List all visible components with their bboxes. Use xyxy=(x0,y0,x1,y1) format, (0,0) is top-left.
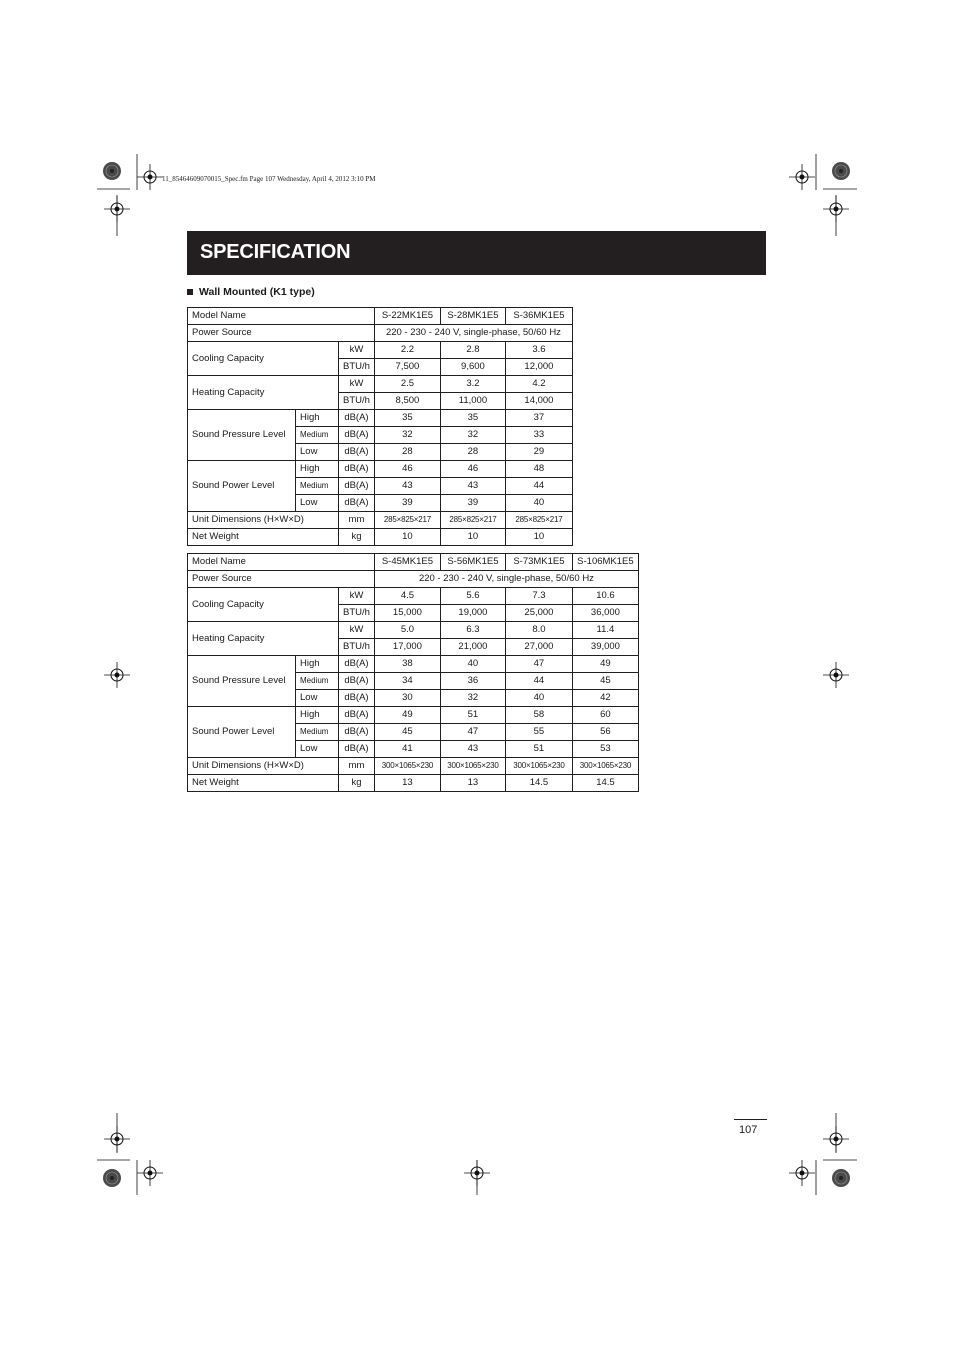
value-cell: 58 xyxy=(505,707,572,724)
value-cell: 3.6 xyxy=(505,342,572,359)
model-cell: S-22MK1E5 xyxy=(374,308,440,325)
model-cell: S-106MK1E5 xyxy=(572,554,638,571)
unit-cell: dB(A) xyxy=(339,495,375,512)
row-label: Heating Capacity xyxy=(188,376,339,410)
value-cell: 300×1065×230 xyxy=(374,758,440,775)
value-cell: 60 xyxy=(572,707,638,724)
value-cell: 17,000 xyxy=(374,639,440,656)
value-cell: 13 xyxy=(440,775,505,792)
value-cell: 27,000 xyxy=(505,639,572,656)
value-cell: 14.5 xyxy=(572,775,638,792)
row-label: Power Source xyxy=(188,571,375,588)
value-cell: 300×1065×230 xyxy=(505,758,572,775)
unit-cell: dB(A) xyxy=(339,478,375,495)
value-cell: 7,500 xyxy=(374,359,440,376)
unit-cell: BTU/h xyxy=(339,605,375,622)
level-cell: Medium xyxy=(296,724,339,741)
unit-cell: dB(A) xyxy=(339,673,375,690)
value-cell: 44 xyxy=(505,478,572,495)
model-cell: S-56MK1E5 xyxy=(440,554,505,571)
value-cell: 45 xyxy=(374,724,440,741)
value-cell: 3.2 xyxy=(440,376,505,393)
value-cell: 55 xyxy=(505,724,572,741)
unit-cell: BTU/h xyxy=(339,639,375,656)
value-cell: 43 xyxy=(374,478,440,495)
value-cell: 285×825×217 xyxy=(505,512,572,529)
row-label: Cooling Capacity xyxy=(188,342,339,376)
level-cell: Low xyxy=(296,444,339,461)
level-cell: High xyxy=(296,410,339,427)
row-label: Cooling Capacity xyxy=(188,588,339,622)
unit-cell: dB(A) xyxy=(339,690,375,707)
unit-cell: BTU/h xyxy=(339,359,375,376)
row-label: Sound Pressure Level xyxy=(188,656,296,707)
unit-cell: mm xyxy=(339,512,375,529)
model-cell: S-45MK1E5 xyxy=(374,554,440,571)
unit-cell: dB(A) xyxy=(339,444,375,461)
unit-cell: dB(A) xyxy=(339,724,375,741)
value-cell: 8.0 xyxy=(505,622,572,639)
value-cell: 220 - 230 - 240 V, single-phase, 50/60 Hz xyxy=(374,325,572,342)
section-title: Wall Mounted (K1 type) xyxy=(199,286,315,298)
value-cell: 2.8 xyxy=(440,342,505,359)
value-cell: 47 xyxy=(440,724,505,741)
unit-cell: dB(A) xyxy=(339,461,375,478)
unit-cell: kW xyxy=(339,622,375,639)
level-cell: Medium xyxy=(296,673,339,690)
value-cell: 10 xyxy=(440,529,505,546)
value-cell: 285×825×217 xyxy=(440,512,505,529)
unit-cell: kg xyxy=(339,529,375,546)
file-header: 11_85464609070015_Spec.fm Page 107 Wednesday, April 4, 2012 3:10 PM xyxy=(162,175,376,183)
unit-cell: kW xyxy=(339,376,375,393)
row-label: Heating Capacity xyxy=(188,622,339,656)
value-cell: 10.6 xyxy=(572,588,638,605)
level-cell: High xyxy=(296,656,339,673)
value-cell: 33 xyxy=(505,427,572,444)
value-cell: 220 - 230 - 240 V, single-phase, 50/60 Hz xyxy=(374,571,638,588)
value-cell: 42 xyxy=(572,690,638,707)
level-cell: Low xyxy=(296,495,339,512)
value-cell: 47 xyxy=(505,656,572,673)
value-cell: 37 xyxy=(505,410,572,427)
value-cell: 14,000 xyxy=(505,393,572,410)
row-label: Unit Dimensions (H×W×D) xyxy=(188,758,339,775)
value-cell: 8,500 xyxy=(374,393,440,410)
row-label: Sound Power Level xyxy=(188,461,296,512)
value-cell: 28 xyxy=(440,444,505,461)
row-label: Net Weight xyxy=(188,775,339,792)
value-cell: 35 xyxy=(374,410,440,427)
level-cell: High xyxy=(296,461,339,478)
value-cell: 7.3 xyxy=(505,588,572,605)
value-cell: 40 xyxy=(505,495,572,512)
level-cell: Low xyxy=(296,690,339,707)
value-cell: 32 xyxy=(374,427,440,444)
value-cell: 285×825×217 xyxy=(374,512,440,529)
model-cell: S-28MK1E5 xyxy=(440,308,505,325)
value-cell: 39,000 xyxy=(572,639,638,656)
value-cell: 2.5 xyxy=(374,376,440,393)
value-cell: 45 xyxy=(572,673,638,690)
row-label: Net Weight xyxy=(188,529,339,546)
value-cell: 19,000 xyxy=(440,605,505,622)
value-cell: 56 xyxy=(572,724,638,741)
value-cell: 32 xyxy=(440,427,505,444)
value-cell: 9,600 xyxy=(440,359,505,376)
value-cell: 12,000 xyxy=(505,359,572,376)
unit-cell: dB(A) xyxy=(339,741,375,758)
value-cell: 39 xyxy=(440,495,505,512)
value-cell: 21,000 xyxy=(440,639,505,656)
value-cell: 11.4 xyxy=(572,622,638,639)
value-cell: 46 xyxy=(440,461,505,478)
value-cell: 44 xyxy=(505,673,572,690)
value-cell: 15,000 xyxy=(374,605,440,622)
value-cell: 300×1065×230 xyxy=(440,758,505,775)
value-cell: 46 xyxy=(374,461,440,478)
unit-cell: dB(A) xyxy=(339,410,375,427)
row-label: Model Name xyxy=(188,554,375,571)
value-cell: 28 xyxy=(374,444,440,461)
level-cell: Low xyxy=(296,741,339,758)
value-cell: 43 xyxy=(440,741,505,758)
row-label: Power Source xyxy=(188,325,375,342)
value-cell: 49 xyxy=(572,656,638,673)
value-cell: 51 xyxy=(505,741,572,758)
value-cell: 43 xyxy=(440,478,505,495)
value-cell: 49 xyxy=(374,707,440,724)
value-cell: 48 xyxy=(505,461,572,478)
value-cell: 35 xyxy=(440,410,505,427)
unit-cell: kW xyxy=(339,342,375,359)
value-cell: 29 xyxy=(505,444,572,461)
unit-cell: mm xyxy=(339,758,375,775)
model-cell: S-36MK1E5 xyxy=(505,308,572,325)
value-cell: 25,000 xyxy=(505,605,572,622)
value-cell: 4.2 xyxy=(505,376,572,393)
model-cell: S-73MK1E5 xyxy=(505,554,572,571)
unit-cell: dB(A) xyxy=(339,427,375,444)
value-cell: 10 xyxy=(505,529,572,546)
value-cell: 14.5 xyxy=(505,775,572,792)
value-cell: 41 xyxy=(374,741,440,758)
value-cell: 40 xyxy=(440,656,505,673)
row-label: Model Name xyxy=(188,308,375,325)
unit-cell: dB(A) xyxy=(339,656,375,673)
value-cell: 34 xyxy=(374,673,440,690)
row-label: Unit Dimensions (H×W×D) xyxy=(188,512,339,529)
unit-cell: kW xyxy=(339,588,375,605)
value-cell: 53 xyxy=(572,741,638,758)
unit-cell: kg xyxy=(339,775,375,792)
page-number: 107 xyxy=(739,1124,758,1136)
value-cell: 32 xyxy=(440,690,505,707)
value-cell: 38 xyxy=(374,656,440,673)
value-cell: 51 xyxy=(440,707,505,724)
value-cell: 300×1065×230 xyxy=(572,758,638,775)
value-cell: 2.2 xyxy=(374,342,440,359)
page-title: SPECIFICATION xyxy=(200,241,351,263)
row-label: Sound Pressure Level xyxy=(188,410,296,461)
level-cell: Medium xyxy=(296,478,339,495)
row-label: Sound Power Level xyxy=(188,707,296,758)
value-cell: 11,000 xyxy=(440,393,505,410)
value-cell: 6.3 xyxy=(440,622,505,639)
level-cell: High xyxy=(296,707,339,724)
value-cell: 5.0 xyxy=(374,622,440,639)
value-cell: 36 xyxy=(440,673,505,690)
level-cell: Medium xyxy=(296,427,339,444)
value-cell: 10 xyxy=(374,529,440,546)
unit-cell: BTU/h xyxy=(339,393,375,410)
value-cell: 5.6 xyxy=(440,588,505,605)
value-cell: 40 xyxy=(505,690,572,707)
value-cell: 30 xyxy=(374,690,440,707)
value-cell: 13 xyxy=(374,775,440,792)
value-cell: 39 xyxy=(374,495,440,512)
value-cell: 36,000 xyxy=(572,605,638,622)
unit-cell: dB(A) xyxy=(339,707,375,724)
value-cell: 4.5 xyxy=(374,588,440,605)
